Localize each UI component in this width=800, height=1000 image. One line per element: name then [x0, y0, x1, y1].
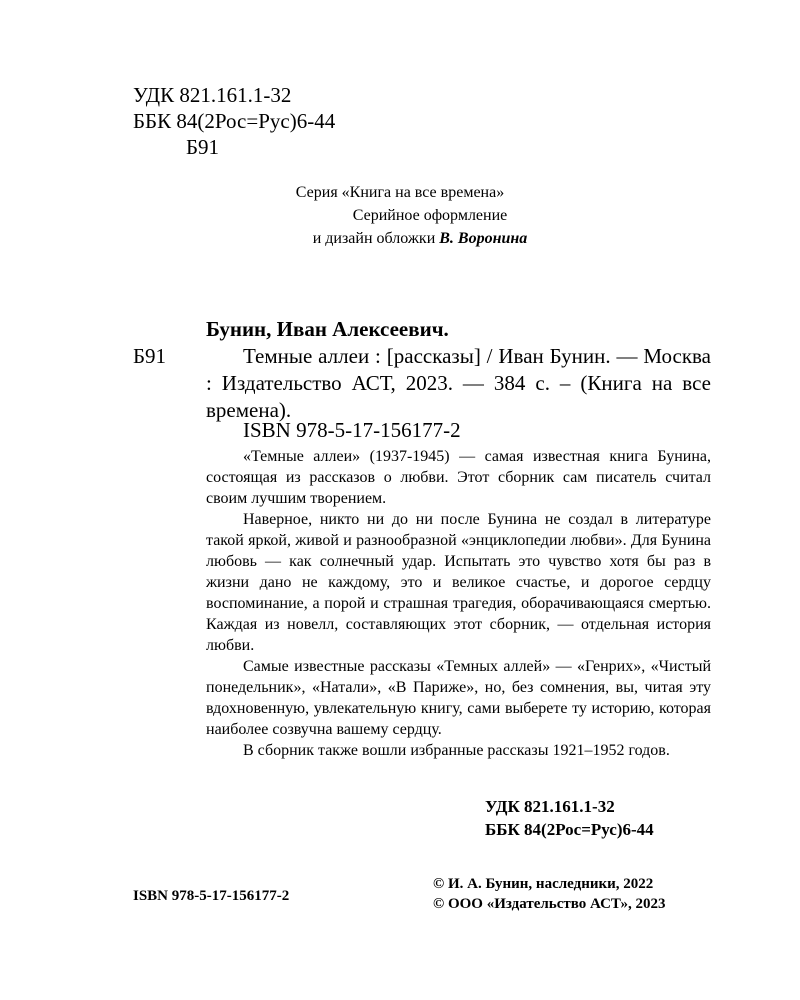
copyright-publisher: © ООО «Издательство АСТ», 2023	[433, 896, 666, 912]
bbk-code-bottom: ББК 84(2Рос=Рус)6-44	[485, 820, 654, 839]
copyright-block	[433, 874, 666, 914]
annotation-paragraph: В сборник также вошли избранные рассказы 1921–1952 годов.	[243, 742, 670, 759]
annotation-paragraph: «Темные аллеи» (1937-1945) — самая известная книга Бунина, состоящая из рассказов о любви. Этот сборник сам писатель считал своим лучшим творением.	[206, 448, 711, 507]
series-line: Серия «Книга на все времена»	[295, 184, 505, 201]
series-info	[0, 181, 800, 250]
bibliographic-record	[206, 343, 711, 424]
copyright-author: © И. А. Бунин, наследники, 2022	[433, 876, 654, 892]
cover-prefix: и дизайн обложки	[312, 230, 436, 247]
udk-code-bottom: УДК 821.161.1-32	[485, 797, 615, 816]
bibliographic-text: Темные аллеи : [рассказы] / Иван Бунин. — Москва : Издательство АСТ, 2023. — 384 с. – (Книга на все времена).	[206, 344, 711, 422]
designer-name: В. Воронина	[439, 230, 528, 247]
classification-codes-bottom	[485, 795, 654, 841]
udk-code: УДК 821.161.1-32	[133, 83, 292, 107]
cover-design-line	[0, 227, 800, 250]
bbk-code: ББК 84(2Рос=Рус)6-44	[133, 109, 336, 133]
author-heading: Бунин, Иван Алексеевич.	[206, 317, 449, 341]
annotation-paragraph: Наверное, никто ни до ни после Бунина не создал в литературе такой яркой, живой и разнообразной «энциклопедии любви». Для Бунина любовь — как солнечный удар. Испытать это чувство хотя бы раз в жизни дано не каждому, это и великое счастье, и дорогое сердцу воспоминание, а порой и страшная трагедия, оборачивающаяся смертью. Каждая из новелл, составляющих этот сборник, — отдельная история любви.	[206, 511, 711, 654]
classification-codes	[133, 82, 335, 160]
isbn-bottom: ISBN 978-5-17-156177-2	[133, 888, 290, 904]
design-line: Серийное оформление	[352, 207, 508, 224]
isbn-entry: ISBN 978-5-17-156177-2	[243, 418, 461, 442]
author-mark-entry: Б91	[133, 344, 167, 368]
annotation-paragraph: Самые известные рассказы «Темных аллей» — «Генрих», «Чистый понедельник», «Натали», «В Париже», но, без сомнения, вы, читая эту вдохновенную, увлекательную книгу, сами выберете ту историю, которая наиболее созвучна вашему сердцу.	[206, 658, 711, 738]
author-mark: Б91	[186, 135, 220, 159]
annotation	[206, 446, 711, 761]
